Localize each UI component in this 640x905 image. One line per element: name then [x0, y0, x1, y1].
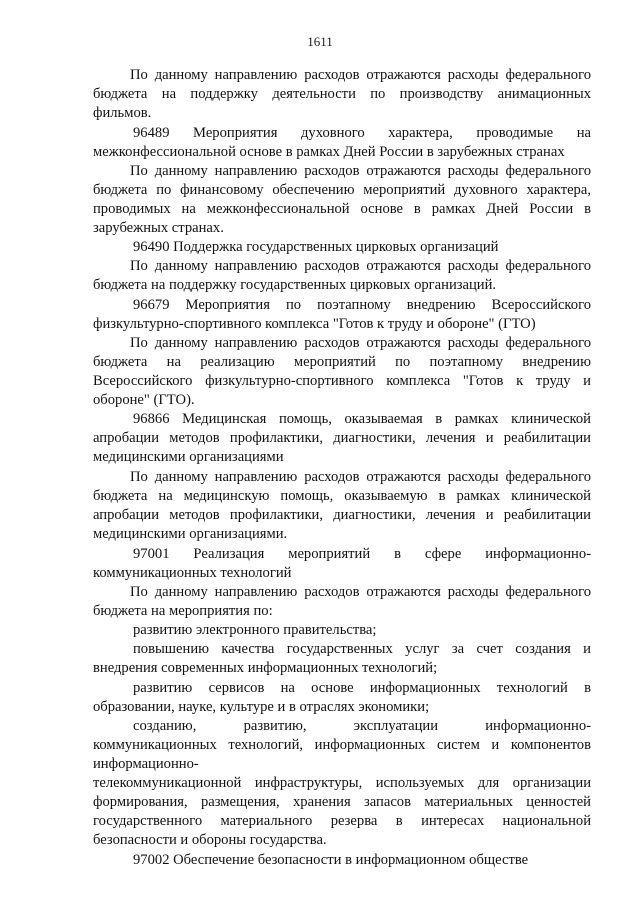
text-line: внедрения современных информационных технологий;: [93, 660, 438, 676]
text-line: апробации методов профилактики, диагностики, лечения и реабилитации: [93, 430, 591, 446]
text-line: По данному направлению расходов отражаются расходы федерального: [130, 335, 591, 351]
page-number: 1611: [307, 34, 333, 49]
text-line: зарубежных странах.: [93, 220, 224, 236]
text-line: медицинскими организациями: [93, 449, 284, 465]
text-line: Всероссийского физкультурно-спортивного комплекса "Готов к труду и: [93, 373, 591, 389]
list-item: развитию электронного правительства;: [133, 622, 377, 638]
section-heading-96866: 96866 Медицинская помощь, оказываемая в рамках клинической: [133, 411, 591, 427]
text-line: По данному направлению расходов отражаются расходы федерального: [130, 584, 591, 600]
text-line: телекоммуникационной инфраструктуры, используемых для организации: [93, 775, 591, 791]
list-item: повышению качества государственных услуг за счет создания и: [133, 641, 591, 657]
section-heading-97001: 97001 Реализация мероприятий в сфере информационно-: [133, 546, 591, 562]
text-line: бюджета на мероприятия по:: [93, 603, 273, 619]
text-line: формирования, размещения, хранения запасов материальных ценностей: [93, 794, 591, 810]
text-line: информационно-: [93, 756, 199, 772]
text-line: бюджета по финансовому обеспечению мероприятий духовного характера,: [93, 182, 591, 198]
text-line: апробации методов профилактики, диагностики, лечения и реабилитации: [93, 507, 591, 523]
section-heading-96490: 96490 Поддержка государственных цирковых организаций: [133, 239, 499, 255]
section-heading-96679: 96679 Мероприятия по поэтапному внедрению Всероссийского: [133, 297, 591, 313]
text-line: бюджета на медицинскую помощь, оказываемую в рамках клинической: [93, 488, 591, 504]
text-line: безопасности и обороны государства.: [93, 832, 327, 848]
text-line: коммуникационных технологий, информационных систем и компонентов: [93, 737, 591, 753]
text-line: По данному направлению расходов отражаются расходы федерального: [130, 67, 591, 83]
list-item: созданию, развитию, эксплуатации информационно-: [133, 718, 591, 734]
text-line: По данному направлению расходов отражаются расходы федерального: [130, 469, 591, 485]
text-line: образовании, науке, культуре и в отраслях экономики;: [93, 699, 430, 715]
text-line: медицинскими организациями.: [93, 526, 288, 542]
list-item: развитию сервисов на основе информационных технологий в: [133, 680, 591, 696]
text-line: бюджета на поддержку деятельности по производству анимационных: [93, 86, 591, 102]
text-line: проводимых на межконфессиональной основе в рамках Дней России в: [93, 201, 591, 217]
text-line: бюджета на поддержку государственных цирковых организаций.: [93, 277, 497, 293]
text-line: бюджета на реализацию мероприятий по поэтапному внедрению: [93, 354, 591, 370]
text-line: По данному направлению расходов отражаются расходы федерального: [130, 163, 591, 179]
text-line: государственного материального резерва в интересах национальной: [93, 813, 591, 829]
text-line: межконфессиональной основе в рамках Дней России в зарубежных странах: [93, 144, 565, 160]
text-line: коммуникационных технологий: [93, 565, 292, 581]
text-line: фильмов.: [93, 105, 152, 121]
text-line: физкультурно-спортивного комплекса "Готов к труду и обороне" (ГТО): [93, 316, 536, 332]
section-heading-97002: 97002 Обеспечение безопасности в информационном обществе: [133, 852, 529, 868]
section-heading-96489: 96489 Мероприятия духовного характера, проводимые на: [133, 125, 591, 141]
text-line: обороне" (ГТО).: [93, 392, 195, 408]
text-line: По данному направлению расходов отражаются расходы федерального: [130, 258, 591, 274]
